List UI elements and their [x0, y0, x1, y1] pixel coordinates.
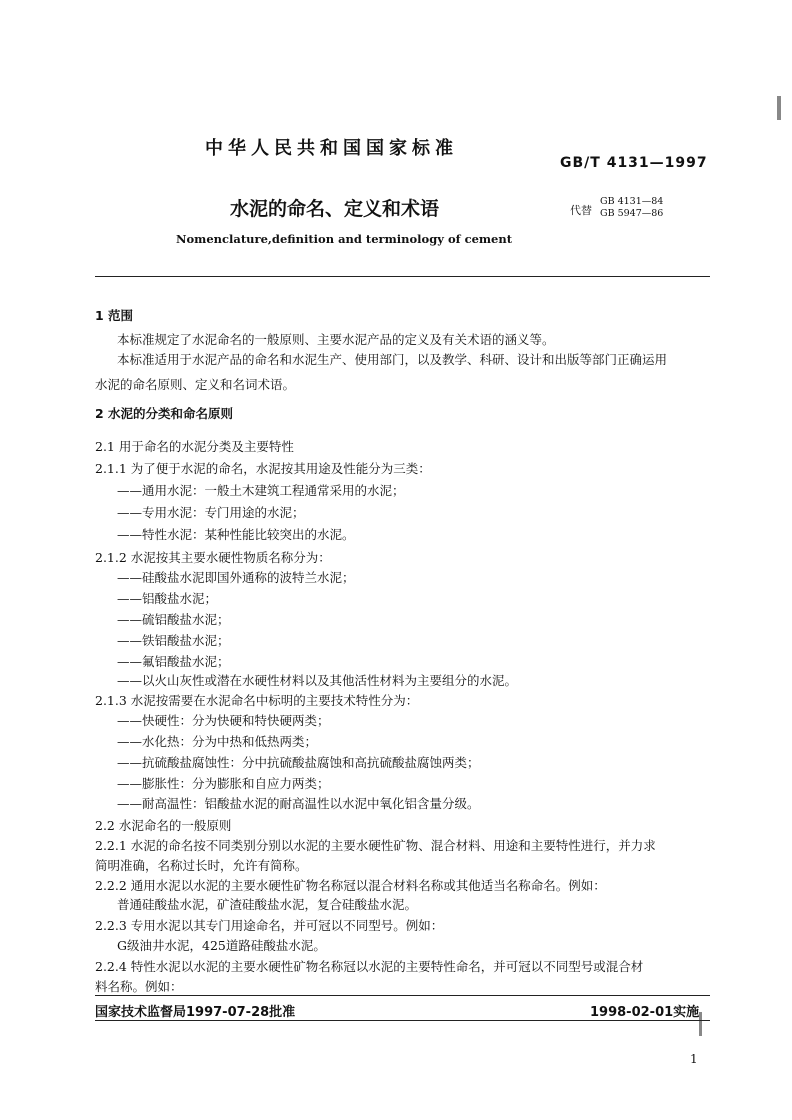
body-line: ——铁铝酸盐水泥；	[117, 633, 230, 648]
body-line: ——以火山灰性或潜在水硬性材料以及其他活性材料为主要组分的水泥。	[117, 673, 518, 688]
document-title: 水泥的命名、定义和术语	[230, 198, 440, 220]
body-line: 2.1.3 水泥按需要在水泥命名中标明的主要技术特性分为：	[95, 693, 419, 708]
footer-rule	[95, 1020, 710, 1021]
body-line: 2.2.3 专用水泥以其专门用途命名，并可冠以不同型号。例如：	[95, 918, 444, 933]
scan-mark	[777, 96, 781, 120]
body-line: 2.2.2 通用水泥以水泥的主要水硬性矿物名称冠以混合材料名称或其他适当名称命名。例如：	[95, 878, 606, 893]
body-line: ——通用水泥：一般土木建筑工程通常采用的水泥；	[117, 483, 405, 498]
body-line: ——硅酸盐水泥即国外通称的波特兰水泥；	[117, 570, 355, 585]
body-line: 简明准确，名称过长时，允许有简称。	[95, 858, 308, 873]
approval-date: 国家技术监督局1997-07-28批准	[95, 1005, 296, 1020]
body-line: 2.2.4 特性水泥以水泥的主要水硬性矿物名称冠以水泥的主要特性命名，并可冠以不同型号或混合材	[95, 959, 644, 974]
body-line: ——快硬性：分为快硬和特快硬两类；	[117, 713, 330, 728]
body-line: ——水化热：分为中热和低热两类；	[117, 734, 318, 749]
body-line: ——硫铝酸盐水泥；	[117, 612, 230, 627]
effective-date: 1998-02-01实施	[590, 1005, 700, 1020]
body-line: 2.1.1 为了便于水泥的命名，水泥按其用途及性能分为三类：	[95, 461, 431, 476]
body-line: ——特性水泥：某种性能比较突出的水泥。	[117, 527, 355, 542]
replaces-label: 代替	[570, 204, 592, 217]
body-line: 水泥的命名原则、定义和名词术语。	[95, 377, 296, 392]
body-line: ——铝酸盐水泥；	[117, 591, 218, 606]
body-line: 料名称。例如：	[95, 979, 183, 994]
body-line: 普通硅酸盐水泥，矿渣硅酸盐水泥，复合硅酸盐水泥。	[117, 897, 418, 912]
body-line: 本标准规定了水泥命名的一般原则、主要水泥产品的定义及有关术语的涵义等。	[117, 332, 555, 347]
body-line: 2.2.1 水泥的命名按不同类别分别以水泥的主要水硬性矿物、混合材料、用途和主要特性进行，并力求	[95, 838, 656, 853]
scan-mark	[699, 1012, 702, 1036]
footer-rule	[95, 995, 710, 996]
replaces-standard: GB 5947—86	[600, 208, 664, 219]
body-line: 1 范围	[95, 308, 134, 323]
replaces-standard: GB 4131—84	[600, 196, 664, 207]
page-number: 1	[690, 1052, 698, 1066]
body-line: 本标准适用于水泥产品的命名和水泥生产、使用部门，以及教学、科研、设计和出版等部门正确运用	[117, 352, 668, 367]
body-line: ——抗硫酸盐腐蚀性：分中抗硫酸盐腐蚀和高抗硫酸盐腐蚀两类；	[117, 755, 480, 770]
body-line: ——耐高温性：铝酸盐水泥的耐高温性以水泥中氧化铝含量分级。	[117, 796, 480, 811]
national-standard-heading: 中华人民共和国国家标准	[205, 138, 458, 159]
body-line: 2.1.2 水泥按其主要水硬性物质名称分为：	[95, 550, 331, 565]
document-title-english: Nomenclature,definition and terminology of cement	[176, 232, 513, 246]
body-line: ——氟铝酸盐水泥；	[117, 654, 230, 669]
body-line: 2 水泥的分类和命名原则	[95, 406, 234, 421]
body-line: ——膨胀性：分为膨胀和自应力两类；	[117, 776, 330, 791]
body-line: ——专用水泥：专门用途的水泥；	[117, 505, 305, 520]
standard-number: GB/T 4131—1997	[560, 155, 708, 171]
body-line: 2.1 用于命名的水泥分类及主要特性	[95, 439, 294, 454]
body-line: G级油井水泥，425道路硅酸盐水泥。	[117, 938, 326, 953]
body-line: 2.2 水泥命名的一般原则	[95, 818, 232, 833]
header-rule	[95, 276, 710, 277]
